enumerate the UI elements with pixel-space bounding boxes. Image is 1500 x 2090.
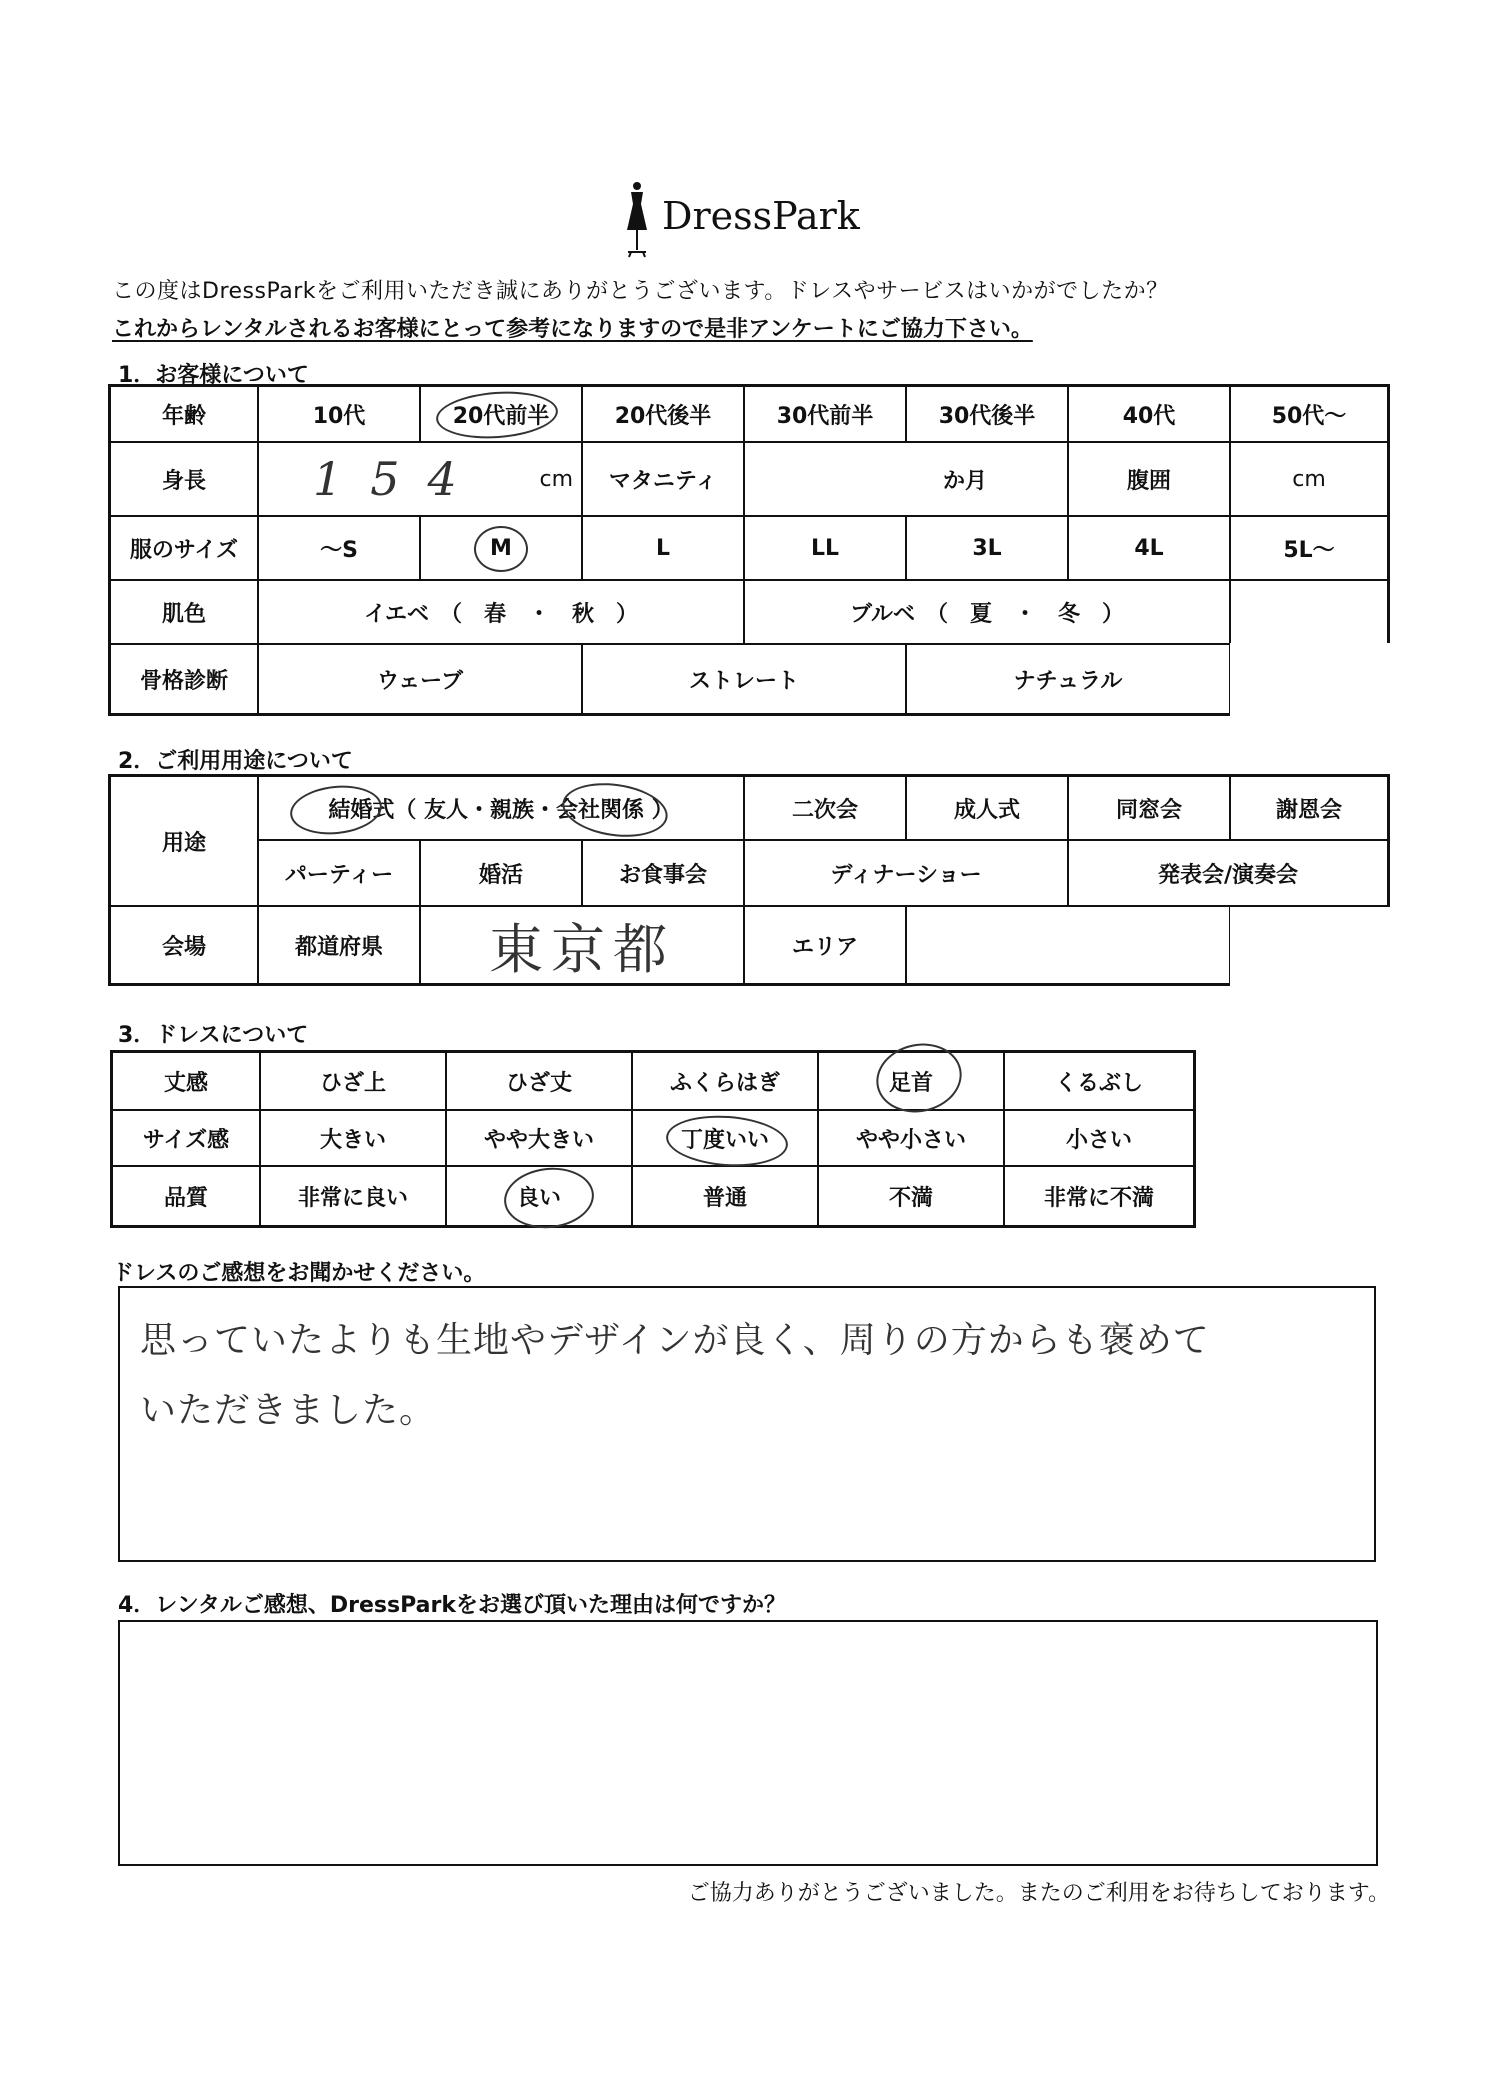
prefecture-field[interactable] [421,907,745,983]
dress-row-label: サイズ感 [113,1111,261,1167]
dress-table [110,1050,1196,1228]
dress-option[interactable]: くるぶし [1005,1053,1193,1111]
size-option[interactable]: 4L [1069,517,1231,581]
size-option[interactable]: 5L～ [1231,517,1387,581]
venue-label: 会場 [111,907,259,983]
age-option[interactable]: 40代 [1069,387,1231,443]
height-field[interactable] [259,443,583,517]
age-option[interactable]: 50代～ [1231,387,1387,443]
age-option-selected[interactable]: 20代前半 [421,387,583,443]
waist-label: 腹囲 [1069,443,1231,517]
dress-comment-line: いただきました。 [140,1390,437,1431]
dress-option[interactable]: 非常に不満 [1043,1185,1154,1211]
dress-option-selected[interactable]: 良い [447,1167,633,1225]
dress-option[interactable]: 普通 [633,1167,819,1225]
size-option[interactable]: L [583,517,745,581]
selection-circle [474,526,528,572]
purpose-option[interactable]: 同窓会 [1069,777,1231,841]
section4-title: 4．レンタルご感想、DressParkをお選び頂いた理由は何ですか？ [118,1593,786,1618]
section1-title: 1．お客様について [118,363,309,388]
section2-title: 2．ご利用用途について [118,749,353,774]
intro-text: この度はDressParkをご利用いただき誠にありがとうございます。ドレスやサービスはいかがでしたか？ [112,279,1169,304]
brand-logo [620,180,920,260]
intro-request: これからレンタルされるお客様にとって参考になりますので是非アンケートにご協力下さい。 [112,317,1033,342]
purpose-option[interactable]: 婚活 [421,841,583,907]
dress-option[interactable]: やや小さい [819,1111,1005,1167]
brand-name: DressPark [662,194,860,238]
area-label: エリア [745,907,907,983]
dress-comment-box[interactable] [118,1286,1376,1562]
maternity-unit: か月 [942,468,987,494]
purpose-option[interactable]: 発表会/演奏会 [1069,841,1387,907]
height-value: 154 [313,452,485,506]
dress-option[interactable]: ひざ上 [261,1053,447,1111]
dress-option-selected[interactable]: 丁度いい [633,1111,819,1167]
section3-title: 3．ドレスについて [118,1023,309,1048]
size-option-selected[interactable]: M [421,517,583,581]
purpose-wedding-option[interactable]: 結婚式（ 友人・親族・会社関係 ） [259,777,745,841]
purpose-option[interactable]: ディナーショー [745,841,1069,907]
dress-option[interactable]: 大きい [261,1111,447,1167]
empty-cell [1231,581,1387,645]
height-label: 身長 [111,443,259,517]
age-label: 年齢 [111,387,259,443]
frame-option[interactable]: ウェーブ [259,645,583,713]
dress-option[interactable]: ふくらはぎ [633,1053,819,1111]
area-field[interactable] [907,907,1231,983]
dress-option[interactable]: 小さい [1005,1111,1193,1167]
footer-thanks: ご協力ありがとうございました。またのご利用をお待ちしております。 [687,1881,1390,1906]
size-option[interactable]: LL [745,517,907,581]
size-label: 服のサイズ [111,517,259,581]
dress-option[interactable]: 不満 [819,1167,1005,1225]
dress-comment-line: 思っていたよりも生地やデザインが良く、周りの方からも褒めて [140,1320,1210,1361]
purpose-option[interactable]: パーティー [259,841,421,907]
age-option[interactable]: 20代後半 [583,387,745,443]
dress-mannequin-icon [620,180,654,258]
purpose-option[interactable]: 成人式 [907,777,1069,841]
dress-row-label: 丈感 [113,1053,261,1111]
maternity-field[interactable] [745,443,1069,517]
frame-option[interactable]: ストレート [583,645,907,713]
purpose-label: 用途 [111,777,259,907]
age-option[interactable]: 30代前半 [745,387,907,443]
skin-label: 肌色 [111,581,259,645]
maternity-label: マタニティ [583,443,745,517]
size-option[interactable]: 3L [907,517,1069,581]
table-corner-mask [1230,907,1393,989]
age-option[interactable]: 10代 [259,387,421,443]
dress-comment-prompt: ドレスのご感想をお聞かせください。 [112,1261,486,1286]
dress-option[interactable]: やや大きい [447,1111,633,1167]
dress-option[interactable]: 非常に良い [261,1167,447,1225]
skin-yellow-option[interactable]: イエベ （ 春 ・ 秋 ） [259,581,745,645]
waist-field[interactable] [1231,443,1387,517]
age-option[interactable]: 30代後半 [907,387,1069,443]
purpose-option[interactable]: お食事会 [583,841,745,907]
frame-label: 骨格診断 [111,645,259,713]
prefecture-label: 都道府県 [259,907,421,983]
table-corner-mask [1230,643,1393,719]
skin-blue-option[interactable]: ブルベ （ 夏 ・ 冬 ） [745,581,1231,645]
customer-table [108,384,1390,716]
dress-option-selected[interactable]: 足首 [819,1053,1005,1111]
purpose-option[interactable]: 謝恩会 [1231,777,1387,841]
frame-option[interactable]: ナチュラル [907,645,1231,713]
dress-option[interactable]: ひざ丈 [447,1053,633,1111]
height-unit: cm [539,466,573,492]
size-option[interactable]: ～S [259,517,421,581]
reason-answer-box[interactable] [118,1620,1378,1866]
dress-row-label: 品質 [113,1167,261,1225]
prefecture-value: 東京都 [489,917,675,981]
purpose-option[interactable]: 二次会 [745,777,907,841]
waist-unit: cm [1292,466,1326,492]
